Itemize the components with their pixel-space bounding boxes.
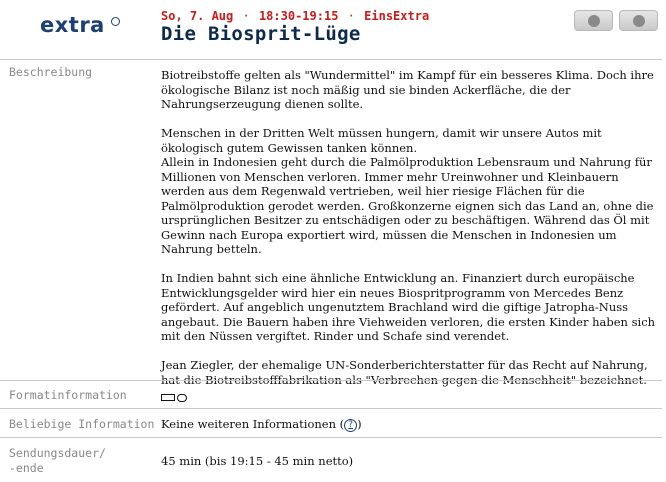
broadcast-time: 18:30-19:15 — [258, 9, 339, 23]
format-value — [161, 390, 657, 405]
description-label: Beschreibung — [9, 65, 93, 79]
duration-label — [9, 446, 106, 476]
info-row — [0, 408, 662, 437]
description-paragraph: Menschen in der Dritten Welt müssen hungern, damit wir unsere Autos mit ökologisch gutem Gewissen tanken können. — [161, 126, 602, 155]
format-row — [0, 380, 662, 407]
channel-logo: extra — [40, 13, 105, 37]
info-value: Keine weiteren Informationen ( ? ) — [161, 417, 362, 431]
broadcast-meta — [161, 9, 429, 23]
description-row — [0, 59, 662, 387]
duration-label-line1: Sendungsdauer/ — [9, 446, 106, 460]
format-label: Formatinformation — [9, 388, 127, 402]
description-paragraph: Biotreibstoffe gelten als "Wundermittel" im Kampf für ein besseres Klima. Doch ihre ökologische Bilanz ist noch mäßig und sie binden Ackerfläche, die der Nahrungserzeugung dienen sollte. — [161, 68, 654, 111]
meta-separator: · — [242, 9, 250, 23]
widescreen-icon — [161, 394, 175, 401]
info-text: Keine weiteren Informationen — [161, 417, 336, 431]
nav-prev-icon — [588, 15, 600, 27]
program-title: Die Biosprit-Lüge — [161, 23, 361, 45]
prev-button[interactable] — [574, 10, 613, 31]
nav-next-icon — [633, 15, 645, 27]
meta-separator: · — [347, 9, 355, 23]
logo-mark-icon — [111, 17, 120, 26]
broadcast-channel: EinsExtra — [364, 9, 430, 23]
duration-row — [0, 437, 662, 482]
duration-label-line2: -ende — [9, 461, 44, 475]
description-paragraph: In Indien bahnt sich eine ähnliche Entwicklung an. Finanziert durch europäische Entwicklungsgelder wird hier ein neues Biospritprogramm von Mercedes Benz gefördert. Auf angeblich ungenutztem Brachland wird die giftige Jatropha-Nuss angebaut. Die Bauern haben ihre Viehweiden verloren, die ersten Kinder haben sich mit den Nüssen vergiftet. Rinder und Schafe sind verendet. — [161, 271, 656, 343]
stereo-icon — [177, 394, 187, 402]
description-text — [161, 68, 657, 387]
description-paragraph: Allein in Indonesien geht durch die Palmölproduktion Lebensraum und Nahrung für Millionen von Menschen verloren. Immer mehr Ureinwohner und Kleinbauern werden aus dem Regenwald vertrieben, weil hier riesige Flächen für die Palmölproduktion gerodet werden. Großkonzerne eignen sich das Land an, ohne die ursprünglichen Besitzer zu entschädigen oder zu beschäftigen. Während das Öl mit Gewinn nach Europa exportiert wird, müssen die Menschen in Indonesien um Nahrung betteln. — [161, 155, 654, 256]
description-paragraph: Jean Ziegler, der ehemalige UN-Sonderberichterstatter für das Recht auf Nahrung, hat die Biotreibstofffabrikation als "Verbrechen gegen die Menschheit" bezeichnet. — [161, 358, 648, 387]
help-icon[interactable]: ? — [344, 419, 357, 432]
info-label: Beliebige Information — [9, 417, 155, 431]
header — [0, 0, 666, 56]
duration-value: 45 min (bis 19:15 - 45 min netto) — [161, 454, 354, 468]
next-button[interactable] — [619, 10, 658, 31]
broadcast-day: So, 7. Aug — [161, 9, 234, 23]
